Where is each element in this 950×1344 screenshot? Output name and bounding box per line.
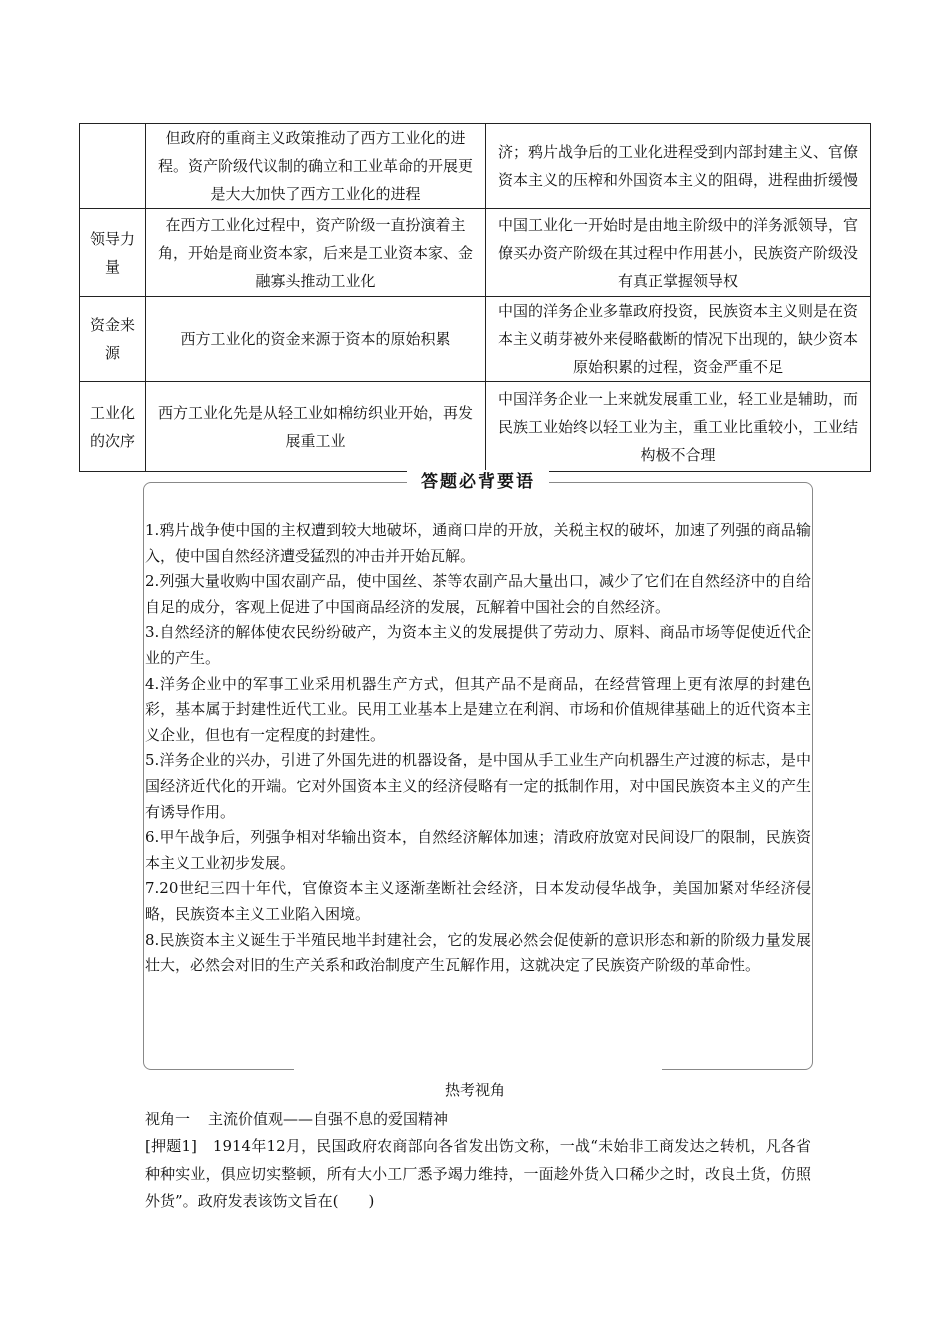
table-row	[80, 124, 871, 209]
key-point: 8.民族资本主义诞生于半殖民地半封建社会，它的发展必然会促使新的意识形态和新的阶级力量发展壮大，必然会对旧的生产关系和政治制度产生瓦解作用，这就决定了民族资产阶级的革命性。	[145, 930, 811, 975]
china-cell: 济；鸦片战争后的工业化进程受到内部封建主义、官僚资本主义的压榨和外国资本主义的阻碍，进程曲折缓慢	[486, 124, 871, 209]
row-label: 工业化的次序	[80, 382, 146, 472]
table-row	[80, 297, 871, 382]
section-title: 答题必背要语	[407, 470, 549, 494]
west-cell: 但政府的重商主义政策推动了西方工业化的进程。资产阶级代议制的确立和工业革命的开展更是大大加快了西方工业化的进程	[146, 124, 486, 209]
question-block	[145, 1133, 811, 1216]
comparison-table	[79, 123, 871, 472]
west-cell: 西方工业化的资金来源于资本的原始积累	[146, 297, 486, 382]
key-point: 1.鸦片战争使中国的主权遭到较大地破坏，通商口岸的开放，关税主权的破坏，加速了列强的商品输入，使中国自然经济遭受猛烈的冲击并开始瓦解。	[145, 521, 811, 565]
question-text: 1914年12月，民国政府农商部向各省发出饬文称，一战“未始非工商发达之转机，凡各省种种实业，俱应切实整顿，所有大小工厂悉予竭力维持，一面趁外货入口稀少之时，改良土货，仿照外货”。政府发表该饬文旨在( )	[145, 1137, 812, 1210]
table-row	[80, 382, 871, 472]
angle-label: 视角一	[145, 1110, 191, 1128]
west-cell: 在西方工业化过程中，资产阶级一直扮演着主角，开始是商业资本家，后来是工业资本家、金融寡头推动工业化	[146, 209, 486, 297]
hot-exam-title: 热考视角	[444, 1081, 505, 1099]
china-cell: 中国的洋务企业多靠政府投资，民族资本主义则是在资本主义萌芽被外来侵略截断的情况下出现的，缺少资本原始积累的过程，资金严重不足	[486, 297, 871, 382]
key-point: 4.洋务企业中的军事工业采用机器生产方式，但其产品不是商品，在经营管理上更有浓厚的封建色彩，基本属于封建性近代工业。民用工业基本上是建立在利润、市场和价值规律基础上的近代资本主义企业，但也有一定程度的封建性。	[145, 674, 811, 744]
angle-text: 主流价值观——自强不息的爱国精神	[208, 1110, 449, 1128]
key-point: 3.自然经济的解体使农民纷纷破产，为资本主义的发展提供了劳动力、原料、商品市场等促使近代企业的产生。	[145, 623, 811, 667]
key-point: 5.洋务企业的兴办，引进了外国先进的机器设备，是中国从手工业生产向机器生产过渡的标志，是中国经济近代化的开端。它对外国资本主义的经济侵略有一定的抵制作用，对中国民族资本主义的产生有诱导作用。	[145, 751, 811, 821]
angle-heading	[145, 1107, 448, 1131]
section-title-wrap	[144, 470, 812, 494]
key-point: 6.甲午战争后，列强争相对华输出资本，自然经济解体加速；清政府放宽对民间设厂的限制，民族资本主义工业初步发展。	[145, 828, 811, 872]
table-row	[80, 209, 871, 297]
key-points-list	[145, 518, 811, 979]
key-point: 7.20世纪三四十年代，官僚资本主义逐渐垄断社会经济，日本发动侵华战争，美国加紧对华经济侵略，民族资本主义工业陷入困境。	[145, 879, 811, 923]
question-label: [押题1]	[145, 1137, 197, 1155]
row-label: 领导力量	[80, 209, 146, 297]
key-point: 2.列强大量收购中国农副产品，使中国丝、茶等农副产品大量出口，减少了它们在自然经济中的自给自足的成分，客观上促进了中国商品经济的发展，瓦解着中国社会的自然经济。	[145, 572, 811, 616]
china-cell: 中国洋务企业一上来就发展重工业，轻工业是辅助，而民族工业始终以轻工业为主，重工业比重较小，工业结构极不合理	[486, 382, 871, 472]
row-label	[80, 124, 146, 209]
china-cell: 中国工业化一开始时是由地主阶级中的洋务派领导，官僚买办资产阶级在其过程中作用甚小，民族资产阶级没有真正掌握领导权	[486, 209, 871, 297]
west-cell: 西方工业化先是从轻工业如棉纺织业开始，再发展重工业	[146, 382, 486, 472]
row-label: 资金来源	[80, 297, 146, 382]
